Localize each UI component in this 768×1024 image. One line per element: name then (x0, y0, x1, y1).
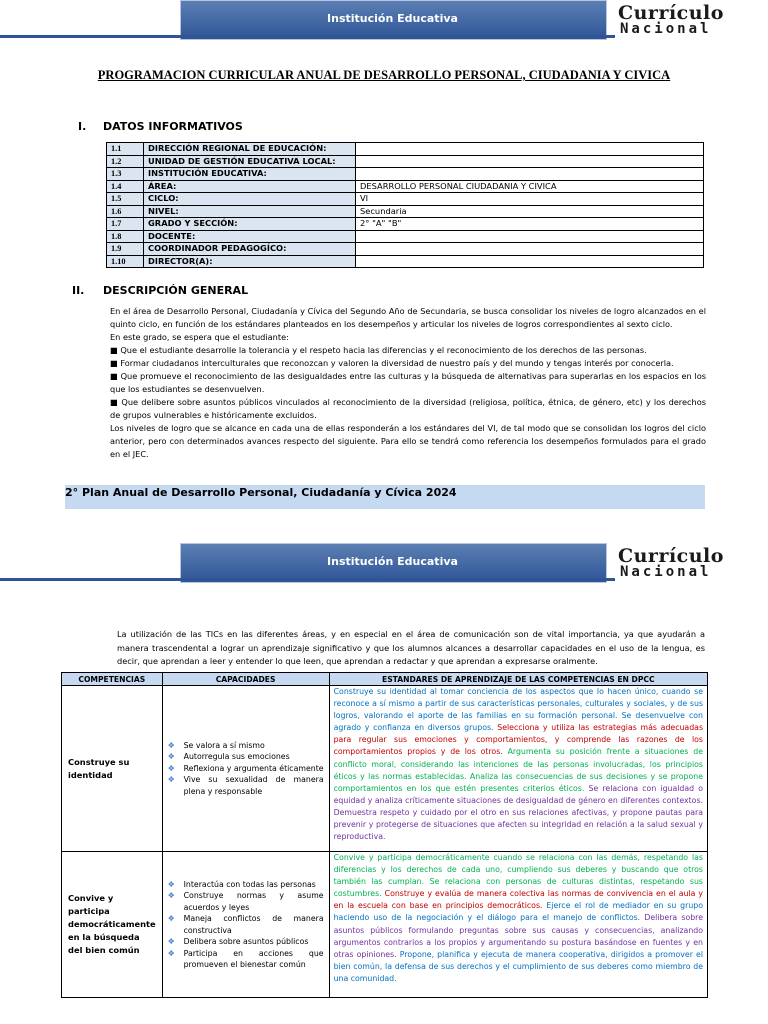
banner-title: Institución Educativa (327, 12, 458, 25)
description-paragraph: ■ Que el estudiante desarrolle la tolerancia y el respeto hacia las diferencias y el reconocimiento de los derechos de las personas. (110, 345, 647, 355)
row-number: 1.9 (107, 243, 144, 256)
section-number: I. (78, 120, 87, 133)
description-paragraph: ■ Que promueve el reconocimiento de las desigualdades entre las culturas y la búsqueda de alternativas para superarlas en los espacios en los que los estudiantes se desenvuelven. (110, 371, 706, 394)
row-value: VI (356, 193, 704, 206)
table-row (107, 155, 704, 168)
section-number: II. (72, 284, 85, 297)
capacidades-list (164, 740, 328, 798)
estandar-segment: Propone, planifica y ejecuta de manera cooperativa, dirigidos a promover el bien común, la defensa de sus derechos y el cumplimiento de sus deberes como miembro de una comunidad. (333, 949, 704, 983)
estandar-segment: Se relaciona con igualdad o equidad y analiza críticamente situaciones de desigualdad de género en diferentes contextos. Demuestra respeto y cuidado por el otro en sus relaciones afectivas, y propone pautas para prevenir y protegerse de situaciones que afecten su integridad en relación a la salud sexual y reproductiva. (333, 783, 703, 842)
document-title: PROGRAMACION CURRICULAR ANUAL DE DESARROLLO PERSONAL, CIUDADANIA Y CIVICA (97, 68, 671, 82)
capacidad-item: ❖ Autorregula sus emociones (168, 751, 324, 763)
capacidad-item: ❖ Interactúa con todas las personas (168, 879, 324, 891)
estandar-segment: Selecciona y utiliza las estrategias más adecuadas para regular sus emociones y comportamientos, y comprende las razones de los comportamientos propios y de los otros. (333, 723, 704, 757)
competencies-table (61, 672, 708, 998)
row-number: 1.3 (107, 168, 144, 181)
estandar-segment: Convive y participa democráticamente cuando se relaciona con las demás, respetando las diferencias y los derechos de cada uno, cumpliendo sus deberes y buscando que otros también las cumplan. Se relaciona con personas de culturas distintas, respetando sus costumbres. (333, 853, 703, 899)
row-label: DIRECCIÓN REGIONAL DE EDUCACIÓN: (144, 143, 356, 156)
description-paragraph: ■ Formar ciudadanos interculturales que reconozcan y valoren la diversidad de nuestro país y del mundo y tengas interés por conocerla. (110, 358, 674, 368)
capacidades-cell (162, 852, 329, 998)
tics-intro-paragraph: La utilización de las TICs en las diferentes áreas, y en especial en el área de comunicación son de vital importancia, ya que ayudarán a manera trascendental a lograr un aprendizaje significativo y que los alumnos alcances a desarrollar capacidades en el uso de la lengua, es decir, que aprendan a leer y entender lo que leen, que aprendan a redactar y que aprendan a expresarse oralmente. (117, 629, 705, 666)
row-value (356, 143, 704, 156)
row-label: INSTITUCIÓN EDUCATIVA: (144, 168, 356, 181)
table-row (107, 168, 704, 181)
row-number: 1.1 (107, 143, 144, 156)
competencia-name: Convive y participa democráticamente en la búsqueda del bien común (62, 852, 163, 998)
plan-title-bar (65, 485, 705, 509)
curriculo-nacional-logo (618, 543, 768, 583)
table-row (62, 852, 708, 998)
table-row (107, 205, 704, 218)
table-row (107, 193, 704, 206)
capacidades-list (164, 879, 328, 971)
estandar-segment: Construye y evalúa de manera colectiva las normas de convivencia en el aula y en la escuela con base en principios democráticos. (333, 889, 703, 911)
logo-top-text: Currículo (618, 2, 724, 24)
plan-title: 2° Plan Anual de Desarrollo Personal, Ciudadanía y Cívica 2024 (65, 486, 457, 499)
row-label: ÁREA: (144, 180, 356, 193)
table-row (62, 686, 708, 852)
row-number: 1.4 (107, 180, 144, 193)
row-label: CICLO: (144, 193, 356, 206)
row-number: 1.2 (107, 155, 144, 168)
banner-title: Institución Educativa (327, 555, 458, 568)
row-label: DOCENTE: (144, 230, 356, 243)
logo-bottom-text: Nacional (620, 21, 712, 37)
capacidad-item: ❖ Se valora a sí mismo (168, 740, 324, 752)
row-value (356, 168, 704, 181)
capacidad-item: ❖ Vive su sexualidad de manera plena y responsable (168, 774, 324, 797)
row-value (356, 230, 704, 243)
row-number: 1.8 (107, 230, 144, 243)
capacidades-cell (162, 686, 329, 852)
estandar-segment: Ejerce el rol de mediador en su grupo haciendo uso de la negociación y el diálogo para el manejo de conflictos. (333, 901, 704, 923)
row-label: DIRECTOR(A): (144, 255, 356, 268)
capacidad-item: ❖ Maneja conflictos de manera constructiva (168, 913, 324, 936)
estandar-segment: Argumenta su posición frente a situaciones de conflicto moral, considerando las intenciones de las personas involucradas, los principios éticos y las normas establecidas. Analiza las consecuencias de sus decisiones y se propone comportamientos en los que estén presentes criterios éticos. (333, 747, 704, 793)
description-paragraph: En este grado, se espera que el estudiante: (110, 332, 289, 342)
table-row (107, 255, 704, 268)
row-number: 1.10 (107, 255, 144, 268)
logo-bottom-text: Nacional (620, 564, 712, 580)
row-label: GRADO Y SECCIÓN: (144, 218, 356, 231)
capacidad-item: ❖ Reflexiona y argumenta éticamente (168, 763, 324, 775)
header-competencias: COMPETENCIAS (62, 673, 163, 686)
table-header-row (62, 673, 708, 686)
header-estandares: ESTANDARES DE APRENDIZAJE DE LAS COMPETENCIAS EN DPCC (329, 673, 707, 686)
section-label: DESCRIPCIÓN GENERAL (103, 284, 249, 297)
info-table (106, 142, 704, 268)
general-description (110, 305, 706, 461)
page1-banner (0, 0, 768, 50)
logo-top-text: Currículo (618, 545, 724, 567)
row-value: DESARROLLO PERSONAL CIUDADANIA Y CIVICA (356, 180, 704, 193)
capacidad-item: ❖ Participa en acciones que promueven el bienestar común (168, 948, 324, 971)
row-value (356, 155, 704, 168)
estandar-cell (329, 852, 707, 998)
row-value (356, 255, 704, 268)
row-label: UNIDAD DE GESTIÓN EDUCATIVA LOCAL: (144, 155, 356, 168)
estandar-segment: Delibera sobre asuntos públicos formulando preguntas sobre sus causas y consecuencias, analizando argumentos contrarios a los propios y argumentando su postura basándose en fuentes y en otras opiniones. (333, 913, 703, 959)
row-number: 1.7 (107, 218, 144, 231)
estandar-segment: Construye su identidad al tomar conciencia de los aspectos que lo hacen único, cuando se reconoce a sí mismo a partir de sus características personales, culturales y sociales, y de sus logros, valorando el aporte de las familias en su formación personal. Se desenvuelve con agrado y confianza en diversos grupos. (333, 687, 703, 733)
row-label: NIVEL: (144, 205, 356, 218)
description-paragraph: En el área de Desarrollo Personal, Ciudadanía y Cívica del Segundo Año de Secundaria, se busca consolidar los niveles de logro alcanzados en el quinto ciclo, en función de los estándares planteados en los desempeños y articular los niveles de logros correspondientes al sexto ciclo. (110, 306, 706, 329)
row-value (356, 243, 704, 256)
capacidad-item: ❖ Delibera sobre asuntos públicos (168, 936, 324, 948)
estandar-cell (329, 686, 707, 852)
description-paragraph: Los niveles de logro que se alcance en cada una de ellas responderán a los estándares del VI, de tal modo que se consolidan los logros del ciclo anterior, pero con determinados avances respecto del siguiente. Para ello se tendrá como referencia los desempeños formulados para el grado en el JEC. (110, 423, 706, 459)
row-label: COORDINADOR PEDAGOGÍCO: (144, 243, 356, 256)
table-row (107, 230, 704, 243)
section-label: DATOS INFORMATIVOS (103, 120, 243, 133)
table-row (107, 243, 704, 256)
table-row (107, 218, 704, 231)
header-capacidades: CAPACIDADES (162, 673, 329, 686)
table-row (107, 143, 704, 156)
curriculo-nacional-logo (618, 0, 768, 40)
page2-banner (0, 543, 768, 593)
row-number: 1.5 (107, 193, 144, 206)
capacidad-item: ❖ Construye normas y asume acuerdos y leyes (168, 890, 324, 913)
table-row (107, 180, 704, 193)
competencia-name: Construye su identidad (62, 686, 163, 852)
row-value: Secundaria (356, 205, 704, 218)
row-value: 2° "A" "B" (356, 218, 704, 231)
row-number: 1.6 (107, 205, 144, 218)
description-paragraph: ■ Que delibere sobre asuntos públicos vinculados al reconocimiento de la diversidad (religiosa, política, étnica, de género, etc) y los derechos de grupos vulnerables e históricamente excluidos. (110, 397, 706, 420)
